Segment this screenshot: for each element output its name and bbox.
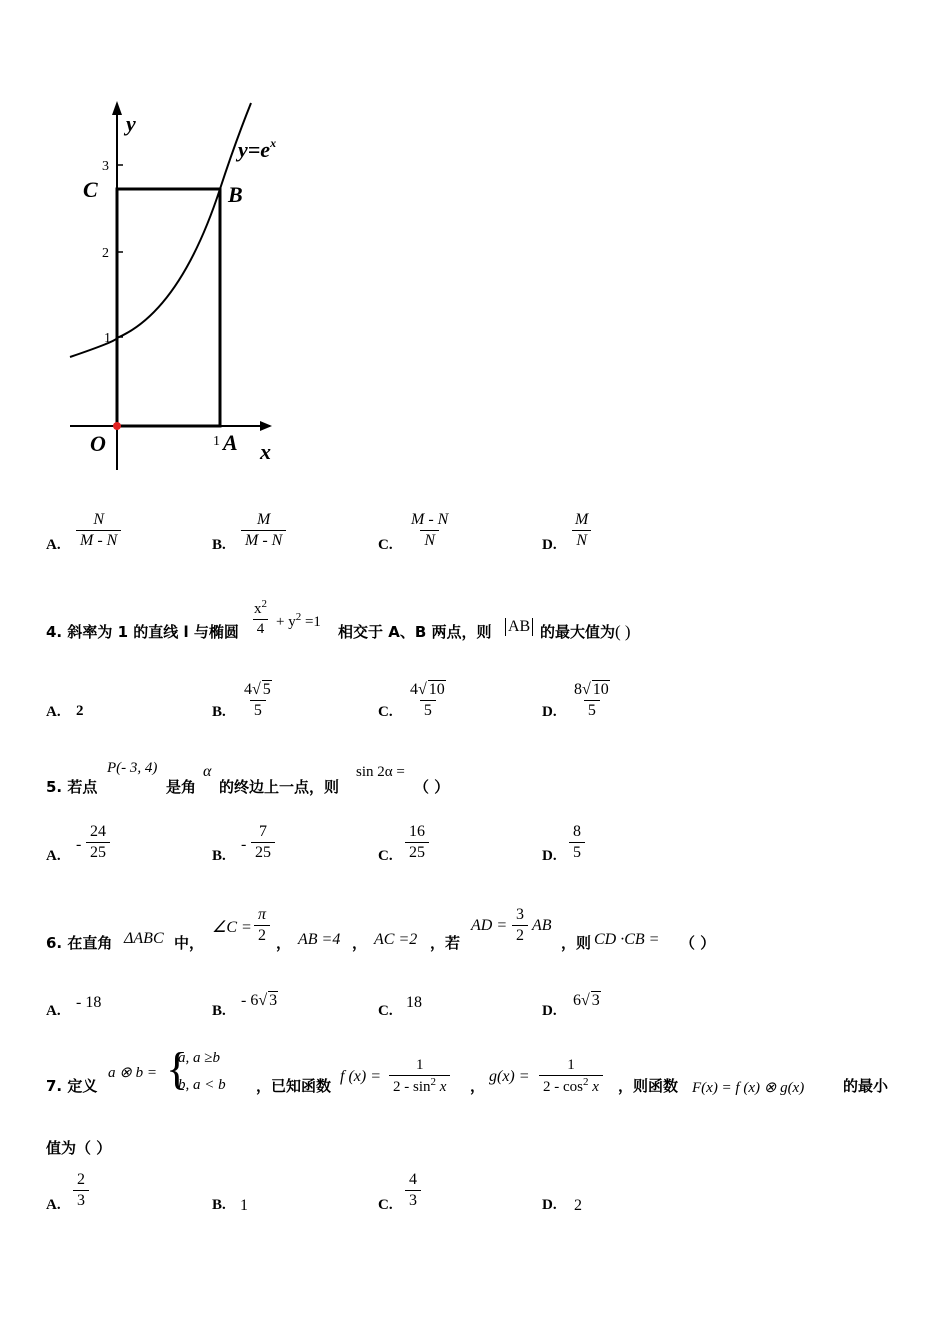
q5-option-b-label: B.: [212, 848, 226, 864]
q6-option-c-value: 18: [406, 994, 422, 1011]
option-label: A.: [46, 537, 61, 553]
q7-brace: {: [166, 1043, 189, 1094]
q4-option-a-value: 2: [76, 703, 84, 719]
q6-ab: AB =4: [298, 931, 341, 948]
q5-option-c-label: C.: [378, 848, 393, 864]
q6-t1: 中，: [174, 934, 205, 952]
q6-option-b-value: - 6√ 3: [241, 992, 278, 1009]
q4-prefix: 4. 斜率为 1 的直线 l 与椭圆: [46, 623, 239, 641]
option-label: C.: [378, 537, 393, 553]
x-axis-label: x: [260, 439, 271, 464]
q5-option-c-value: $\frac{16}{25}$: [405, 822, 429, 863]
q4-option-b-value: $\frac{4√ 5}{5}$: [244, 681, 271, 719]
q5-expr: sin 2α =: [356, 764, 405, 780]
q6-angle: ∠C =: [212, 919, 252, 936]
q7-gx: g(x) =: [489, 1068, 530, 1085]
q6-three-halves: $\frac{3}{2}$: [512, 905, 528, 946]
q5-option-d-value: $\frac{8}{5}$: [569, 822, 585, 863]
q5-option-a-sign: -: [76, 836, 82, 853]
q6-suffix: （ ）: [680, 934, 716, 952]
q6-comma1: ，: [276, 934, 292, 952]
option-label: D.: [542, 537, 557, 553]
q7-option-d-label: D.: [542, 1197, 557, 1213]
q6-option-a-value: - 18: [76, 994, 102, 1011]
q4-suffix: 的最大值为( ): [540, 622, 631, 641]
exp-curve: [70, 103, 251, 357]
origin-label: O: [90, 431, 106, 456]
q6-triangle: ΔABC: [124, 930, 164, 947]
q7-option-c-label: C.: [378, 1197, 393, 1213]
origin-dot: [113, 422, 121, 430]
q6-pi-over-2: $\frac{\pi}{2}$: [254, 905, 270, 946]
q5-middle: 是角: [166, 778, 197, 796]
ellipse-rest: + $y^2 =1$: [276, 611, 321, 630]
q5-option-a-label: A.: [46, 848, 61, 864]
point-c-label: C: [83, 177, 98, 202]
q7-g-fraction: $\frac{1}{2 - \cos^2 x}$: [539, 1056, 603, 1097]
point-b-label: B: [228, 182, 243, 207]
q5-prefix: 5. 若点: [46, 778, 98, 796]
x-tick-1-label: 1: [213, 434, 220, 449]
q4-option-d-label: D.: [542, 704, 557, 720]
fraction: $\frac{M - N}{N}$: [411, 511, 449, 549]
q4-option-c-label: C.: [378, 704, 393, 720]
q5-option-b-value: $\frac{7}{25}$: [251, 822, 275, 863]
point-a-label: A: [223, 430, 238, 455]
q7-comma: ，: [470, 1077, 486, 1095]
q6-prefix: 6. 在直角: [46, 934, 113, 952]
fraction: $\frac{N}{M - N}$: [76, 510, 121, 551]
fraction: $\frac{M}{N}$: [571, 510, 592, 551]
q5-option-d-label: D.: [542, 848, 557, 864]
q4-option-b-label: B.: [212, 704, 226, 720]
q7-case2: b, a < b: [178, 1077, 226, 1093]
q7-prefix: 7. 定义: [46, 1077, 98, 1095]
q6-option-a-label: A.: [46, 1003, 61, 1019]
q4-option-d-value: $\frac{8√ 10}{5}$: [574, 681, 609, 719]
q5-option-a-value: $\frac{24}{25}$: [86, 822, 110, 863]
x-axis-arrow: [260, 421, 272, 431]
q6-option-c-label: C.: [378, 1003, 393, 1019]
q5-suffix: （ ）: [414, 778, 450, 796]
q7-t1: ，已知函数: [256, 1077, 332, 1095]
q4-middle: 相交于 A、B 两点，则: [338, 623, 492, 641]
q6-option-b-label: B.: [212, 1003, 226, 1019]
fraction: $\frac{M}{M - N}$: [241, 510, 286, 551]
q6-ab2: AB: [532, 917, 552, 934]
q5-middle2: 的终边上一点，则: [219, 778, 340, 796]
q7-option-c-value: $\frac{4}{3}$: [405, 1170, 421, 1211]
q6-comma2: ，: [352, 934, 368, 952]
q4-option-a-label: A.: [46, 704, 61, 720]
q7-fx: f (x) =: [340, 1068, 381, 1085]
q7-f-fraction: $\frac{1}{2 - \sin^2 x}$: [389, 1056, 450, 1097]
curve-label: $y=e^x$: [238, 136, 277, 162]
option-label: B.: [212, 537, 226, 553]
q6-ac: AC =2: [374, 931, 418, 948]
y-tick-2-label: 2: [102, 246, 109, 261]
y-axis-label: y: [126, 111, 136, 136]
q5-point: P(- 3, 4): [107, 760, 158, 776]
q6-cdcb: CD ·CB =: [594, 931, 660, 948]
q7-option-a-value: $\frac{2}{3}$: [73, 1170, 89, 1211]
q6-option-d-label: D.: [542, 1003, 557, 1019]
rectangle-oabc: [117, 189, 220, 426]
q7-option-d-value: 2: [574, 1197, 582, 1214]
q7-t3: 的最小: [843, 1077, 889, 1095]
q5-alpha: α: [203, 763, 212, 780]
exp-graph-figure: [60, 95, 310, 475]
q7-line2: 值为（ ）: [46, 1139, 112, 1157]
q6-ad: AD =: [471, 917, 508, 934]
y-tick-3-label: 3: [102, 159, 109, 174]
q6-t2: ，若: [430, 934, 461, 952]
q7-Fx: F(x) = f (x) ⊗ g(x): [692, 1080, 805, 1096]
q7-option-b-value: 1: [240, 1197, 248, 1214]
q4-option-c-value: $\frac{4√ 10}{5}$: [410, 681, 445, 719]
q7-def-lhs: a ⊗ b =: [108, 1065, 157, 1081]
q5-option-b-sign: -: [241, 836, 247, 853]
y-axis-arrow: [112, 101, 122, 115]
q7-option-b-label: B.: [212, 1197, 226, 1213]
q7-case1: a, a ≥b: [178, 1050, 220, 1066]
q7-t2: ，则函数: [618, 1077, 679, 1095]
q7-option-a-label: A.: [46, 1197, 61, 1213]
ellipse-fraction: $\frac{x^2}{4}$: [254, 598, 267, 637]
q6-option-d-value: 6√ 3: [573, 992, 600, 1009]
y-tick-1-label: 1: [104, 331, 111, 346]
q6-t3: ，则: [561, 934, 592, 952]
abs-ab: AB: [505, 618, 533, 636]
